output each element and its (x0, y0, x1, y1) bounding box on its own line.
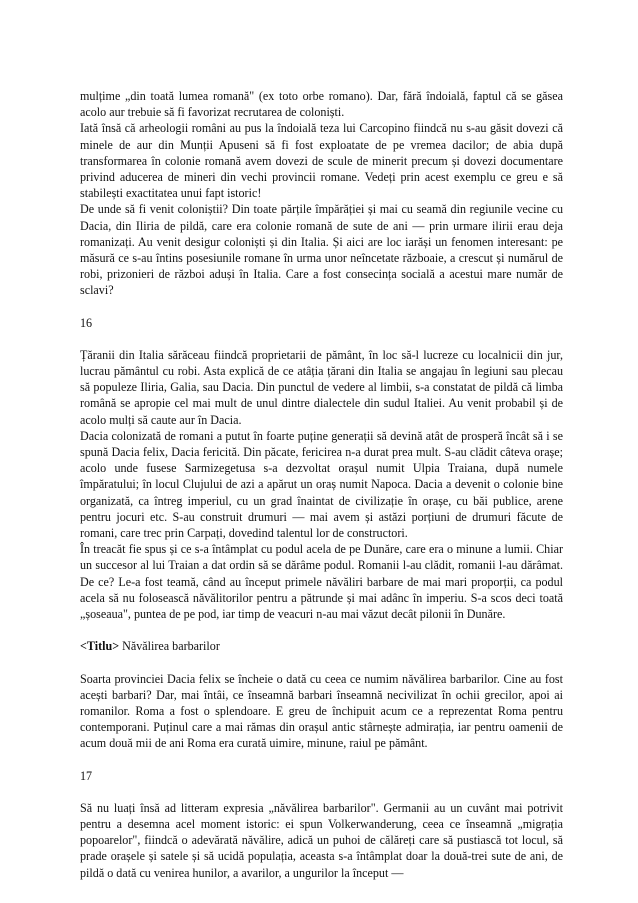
paragraph: În treacăt fie spus și ce s-a întâmplat cu podul acela de pe Dunăre, care era o minune a lumii. Chiar un succesor al lui Traian a dat ordin să se dărâme podul. Romanii l-au clădit, romanii l-au dărâmat. De ce? Le-a fost teamă, când au început primele năvăliri barbare de mai mari proporții, ca podul acela să nu folosească năvălitorilor pentru a pătrunde și mai adânc în imperiu. S-a scos deci toată „șoseaua", puntea de pe pod, iar timp de veacuri n-au mai văzut decât pilonii în Dunăre. (80, 542, 563, 622)
section-heading (80, 638, 563, 654)
paragraph: Soarta provinciei Dacia felix se încheie o dată cu ceea ce numim năvălirea barbarilor. Cine au fost acești barbari? Dar, mai întâi, ce înseamnă barbari înseamnă necivilizat în ochii grecilor, apoi ai romanilor. Roma a fost o splendoare. E greu de închipuit acum ce a reprezentat Roma pentru contemporani. Puținul care a mai rămas din orașul antic stârnește admirația, iar pentru oamenii de acum două mii de ani Roma era curată uimire, minune, raiul pe pământ. (80, 671, 563, 751)
paragraph: Dacia colonizată de romani a putut în foarte puține generații să devină atât de prosperă încât să i se spună Dacia felix, Dacia fericită. Din păcate, fericirea n-a durat prea mult. S-au clădit câteva orașe; acolo unde fusese Sarmizegetusa s-a dezvoltat orașul numit Ulpia Traiana, după numele împăratului; în locul Clujului de azi a apărut un oraș numit Napoca. Dacia a devenit o colonie bine organizată, ca întreg imperiul, cu un grad înaintat de civilizație în orașe, cu băi publice, arene pentru jocuri etc. S-au construit drumuri — mai avem și astăzi porțiuni de drumuri făcute de romani, care trec prin Carpați, dovedind talentul lor de constructori. (80, 428, 563, 541)
paragraph: Iată însă că arheologii români au pus la îndoială teza lui Carcopino fiindcă nu s-au găsit dovezi că minele de aur din Munții Apuseni să fi fost exploatate de pe vremea dacilor; de abia după transformarea în colonie romană avem dovezi de scule de minerit precum și dovezi documentare privind aducerea de mineri din vechi provincii romane. Vedeți prin acest exemplu ce greu e să stabilești exactitatea unui fapt istoric! (80, 121, 563, 201)
heading-text: Năvălirea barbarilor (122, 639, 220, 654)
paragraph: De unde să fi venit coloniștii? Din toate părțile împărăției și mai cu seamă din regiunile vecine cu Dacia, din Iliria de pildă, care era colonie romană de sute de ani — prin urmare ilirii erau deja romanizați. Au venit desigur coloniști și din Italia. Și aici are loc iarăși un fenomen interesant: pe măsură ce s-au întins posesiunile romane în urma unor neîncetate războaie, a crescut și numărul de robi, prizonieri de război aduși în Italia. Care a fost consecința socială a acestui mare număr de sclavi? (80, 202, 563, 298)
heading-tag: <Titlu> (80, 639, 120, 654)
page-number: 17 (80, 768, 93, 783)
paragraph: Țăranii din Italia sărăceau fiindcă proprietarii de pământ, în loc să-l lucreze cu localnicii din jur, lucrau pământul cu robi. Asta explică de ce atâția țărani din Italia se angajau în legiuni sau plecau să populeze Iliria, Galia, sau Dacia. Din punctul de vedere al limbii, s-a constatat de pildă că limba română se apropie cel mai mult de unul dintre dialectele din sudul Italiei. Au venit probabil și de acolo mulți să caute aur în Dacia. (80, 347, 563, 427)
paragraph: Să nu luați însă ad litteram expresia „năvălirea barbarilor". Germanii au un cuvânt mai potrivit pentru a desemna acel moment istoric: ei spun Volkerwanderung, ceea ce înseamnă „migrația popoarelor", fiindcă o adevărată năvălire, adică un puhoi de călăreți care să pustiască tot locul, să prade orașele și satele și să ucidă populația, aceasta s-a întâmplat doar la două-trei sute de ani, de pildă o dată cu venirea hunilor, a avarilor, a ungurilor la început — (80, 800, 563, 880)
document-page (80, 88, 563, 881)
page-number: 16 (80, 315, 93, 330)
paragraph: mulțime „din toată lumea romană" (ex toto orbe romano). Dar, fără îndoială, faptul că se găsea acolo aur trebuie să fi favorizat recrutarea de coloniști. (80, 89, 563, 120)
